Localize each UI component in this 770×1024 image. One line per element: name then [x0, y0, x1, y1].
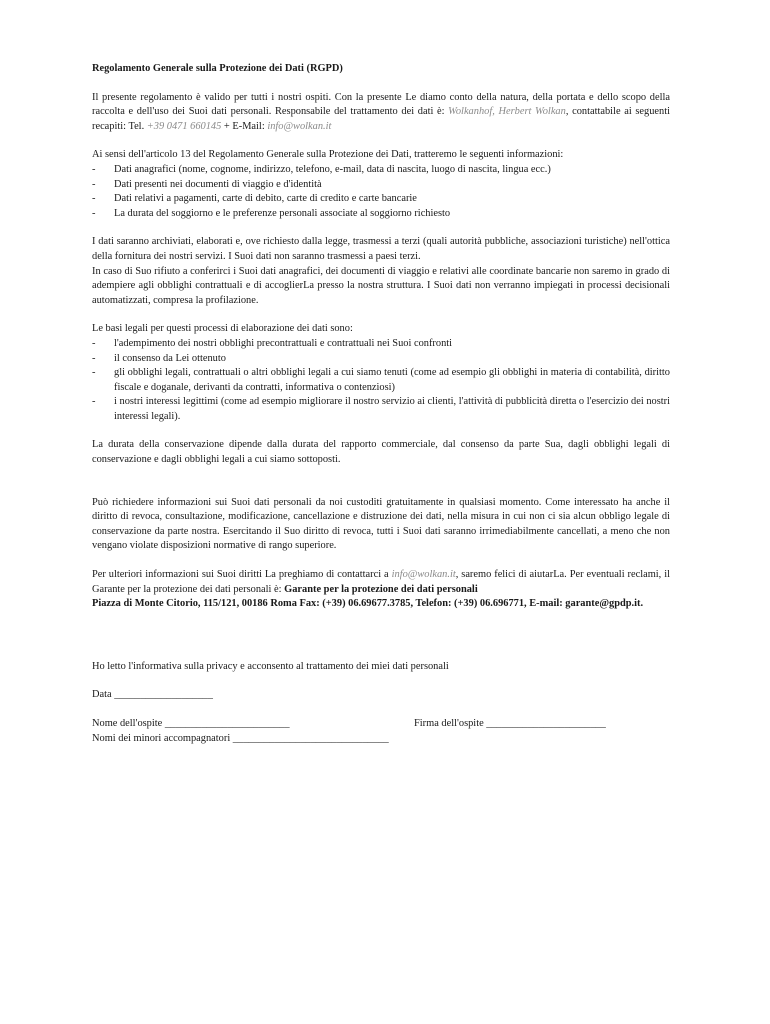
controller-name: Wolkanhof, Herbert Wolkan — [448, 106, 566, 118]
list-item: - La durata del soggiorno e le preferenze personali associate al soggiorno richiesto — [92, 207, 451, 219]
list-item: - l'adempimento dei nostri obblighi precontrattuali e contrattuali nei Suoi confronti — [92, 337, 453, 349]
guest-name-field[interactable]: Nome dell'ospite ________________________ — [92, 718, 290, 729]
refusal-paragraph: In caso di Suo rifiuto a conferirci i Suoi dati anagrafici, dei documenti di viaggio e relativi alle coordinate bancarie non saremo in grado di adempiere agli obblighi contrattuali e di accoglierLa presso la nostra struttura. I Suoi dati non verranno impiegati in processi decisionali automatizzati, compresa la profilazione. — [92, 265, 670, 306]
list-item: - Dati presenti nei documenti di viaggio e d'identità — [92, 178, 322, 190]
phone-number: +39 0471 660145 — [146, 120, 222, 132]
intro-paragraph — [92, 91, 670, 135]
consent-statement: Ho letto l'informativa sulla privacy e acconsento al trattamento dei miei dati personali — [92, 660, 449, 672]
email-link[interactable]: info@wolkan.it — [267, 120, 332, 132]
archive-paragraph: I dati saranno archiviati, elaborati e, ove richiesto dalla legge, trasmessi a terzi (quali autorità pubbliche, associazioni turistiche) nell'ottica della fornitura dei nostri servizi. I Suoi dati non saranno trasmessi a paesi terzi. — [92, 236, 670, 262]
article13-intro: Ai sensi dell'articolo 13 del Regolamento Generale sulla Protezione dei Dati, tratteremo le seguenti informazioni: — [92, 149, 564, 161]
list-item: - gli obblighi legali, contrattuali o altri obblighi legali a cui siamo tenuti (come ad esempio gli obblighi in materia di contabilità, diritto fiscale e doganale, derivanti da contratti, informativa o contenziosi) — [92, 367, 670, 393]
retention-paragraph: La durata della conservazione dipende dalla durata del rapporto commerciale, dal consenso da parte Sua, dagli obblighi legali di conservazione e dagli obblighi legali a cui siamo sottoposti. — [92, 439, 670, 466]
intro-text-1: Il presente regolamento è valido per tutti i nostri ospiti. Con la presente Le diamo conto della natura, della portata e dello scopo della raccolta e dell'uso dei Suoi dati personali. Responsabile del trattamento dei dati è: — [92, 91, 670, 118]
minors-names-field[interactable]: Nomi dei minori accompagnatori ______________________________ — [92, 732, 389, 744]
signature-row — [92, 717, 670, 732]
privacy-document — [92, 62, 670, 746]
legal-bases-intro: Le basi legali per questi processi di elaborazione dei dati sono: — [92, 323, 353, 335]
contact-email-link[interactable]: info@wolkan.it — [391, 569, 456, 581]
legal-bases-list — [92, 337, 670, 425]
authority-address: Piazza di Monte Citorio, 115/121, 00186 Roma Fax: (+39) 06.69677.3785, Telefon: (+39) 06.696771, E-mail: garante@gpdp.it. — [92, 598, 644, 610]
intro-text-3: + E-Mail: — [221, 120, 268, 132]
rights-paragraph: Può richiedere informazioni sui Suoi dati personali da noi custoditi gratuitamente in qualsiasi momento. Come interessato ha anche il diritto di revoca, consultazione, modificazione, cancellazione e distruzione dei dati, nella misura in cui non ci sia alcun obbligo legale di conservazione da parte nostra. Esercitando il Suo diritto di revoca, tutti i Suoi dati saranno irrimediabilmente cancellati, a meno che non vengano violate disposizioni normative di rango superiore. — [92, 496, 670, 552]
list-item: - il consenso da Lei ottenuto — [92, 352, 226, 364]
list-item: - Dati relativi a pagamenti, carte di debito, carte di credito e carte bancarie — [92, 193, 417, 205]
authority-name: Garante per la protezione dei dati personali — [284, 583, 478, 595]
contact-text-2: , saremo felici di aiutarLa. Per eventuali reclami, il Garante per la protezione dei dati personali è: — [92, 569, 670, 595]
intro-text-2: , contattabile ai seguenti recapiti: Tel. — [92, 106, 670, 132]
document-title: Regolamento Generale sulla Protezione dei Dati (RGPD) — [92, 63, 343, 74]
list-item: - i nostri interessi legittimi (come ad esempio migliorare il nostro servizio ai clienti, l'attività di pubblicità diretta o l'esercizio dei nostri interessi legali). — [92, 396, 670, 422]
guest-signature-field[interactable]: Firma dell'ospite _______________________ — [414, 718, 606, 729]
data-categories-list — [92, 163, 670, 221]
contact-text-1: Per ulteriori informazioni sui Suoi diritti La preghiamo di contattarci a — [92, 569, 392, 581]
contact-paragraph — [92, 568, 670, 597]
date-field[interactable]: Data ___________________ — [92, 689, 213, 701]
list-item: - Dati anagrafici (nome, cognome, indirizzo, telefono, e-mail, data di nascita, luogo di nascita, lingua ecc.) — [92, 163, 551, 175]
